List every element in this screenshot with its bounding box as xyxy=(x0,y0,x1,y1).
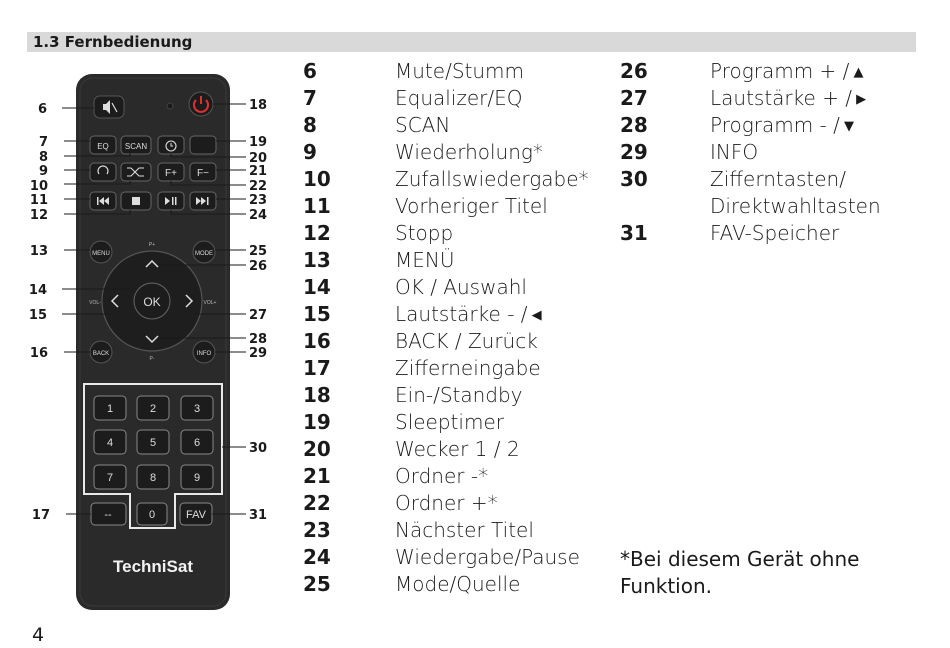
legend-row xyxy=(303,220,589,247)
callout-13: 13 xyxy=(29,244,48,259)
callout-10: 10 xyxy=(29,179,48,194)
legend-row xyxy=(303,571,589,598)
legend-label: Equalizer/EQ xyxy=(395,86,523,110)
menu-label: MENU xyxy=(92,251,110,257)
legend-number: 19 xyxy=(303,410,331,434)
callout-21: 21 xyxy=(249,164,268,179)
legend-number: 7 xyxy=(303,86,317,110)
legend-row xyxy=(303,85,589,112)
callout-23: 23 xyxy=(249,193,268,208)
legend-row xyxy=(303,193,589,220)
legend-row xyxy=(620,139,881,166)
digit-5-label: 5 xyxy=(149,437,157,449)
volume-plus-label: VOL+ xyxy=(203,300,217,306)
legend-number: 16 xyxy=(303,329,331,353)
folder-minus-label: F− xyxy=(197,168,209,179)
legend-number: 14 xyxy=(303,275,331,299)
volume-minus-label: VOL- xyxy=(89,300,101,306)
legend-label: Wiedergabe/Pause xyxy=(395,545,580,569)
mode-label: MODE xyxy=(195,251,213,257)
legend-row xyxy=(303,544,589,571)
legend-row xyxy=(303,166,589,193)
legend-number: 6 xyxy=(303,59,317,83)
legend-label: Ordner -* xyxy=(395,464,489,488)
callout-28: 28 xyxy=(249,332,268,347)
legend-label: INFO xyxy=(710,140,759,164)
arrow-icon: ▶ xyxy=(852,92,867,107)
callout-7: 7 xyxy=(38,135,48,150)
legend-label: SCAN xyxy=(395,113,451,137)
callout-26: 26 xyxy=(249,259,268,274)
fav-label: FAV xyxy=(186,509,206,521)
legend-number: 8 xyxy=(303,113,317,137)
legend-number: 17 xyxy=(303,356,331,380)
legend-row xyxy=(303,301,589,328)
callout-18: 18 xyxy=(249,98,268,113)
callout-24: 24 xyxy=(249,208,268,223)
legend-row xyxy=(620,193,881,220)
callout-17: 17 xyxy=(31,508,50,523)
legend-label: Programm + / xyxy=(710,59,850,83)
legend-number: 30 xyxy=(620,167,648,191)
legend-number: 31 xyxy=(620,221,648,245)
legend-number: 26 xyxy=(620,59,648,83)
section-title: 1.3 Fernbedienung xyxy=(33,33,193,51)
legend-row xyxy=(620,166,881,193)
digit-8-label: 8 xyxy=(149,472,157,484)
callout-9: 9 xyxy=(38,164,48,179)
legend-column-2 xyxy=(620,58,881,247)
legend-label: Zufallswiedergabe* xyxy=(395,167,589,191)
legend-label: Mute/Stumm xyxy=(395,59,524,83)
digit-0-label: 0 xyxy=(148,509,156,521)
callout-6: 6 xyxy=(37,102,47,117)
legend-label: Mode/Quelle xyxy=(395,572,521,596)
play-pause-button[interactable] xyxy=(158,192,184,210)
program-plus-label: P+ xyxy=(148,242,156,248)
legend-number: 29 xyxy=(620,140,648,164)
legend-row xyxy=(303,463,589,490)
arrow-icon: ▼ xyxy=(839,119,854,134)
legend-label: BACK / Zurück xyxy=(395,329,538,353)
callout-12: 12 xyxy=(29,208,48,223)
callout-30: 30 xyxy=(249,441,268,456)
legend-label: Nächster Titel xyxy=(395,518,534,542)
callout-16: 16 xyxy=(29,346,48,361)
eq-label: EQ xyxy=(97,142,109,151)
legend-row xyxy=(620,220,881,247)
legend-label: Wiederholung* xyxy=(395,140,543,164)
legend-number: 11 xyxy=(303,194,331,218)
legend-row xyxy=(303,247,589,274)
digit-7-label: 7 xyxy=(106,472,114,484)
legend-label: Vorheriger Titel xyxy=(395,194,548,218)
callout-14: 14 xyxy=(28,283,47,298)
callout-29: 29 xyxy=(249,346,268,361)
legend-label: Sleeptimer xyxy=(395,410,504,434)
legend-label: Lautstärke - / xyxy=(395,302,528,326)
callout-8: 8 xyxy=(38,150,48,165)
digit-1-label: 1 xyxy=(106,403,114,415)
legend-label: MENÜ xyxy=(395,248,455,272)
program-minus-label: P- xyxy=(149,356,155,362)
legend-row xyxy=(620,112,881,139)
legend-label: FAV-Speicher xyxy=(710,221,840,245)
callout-31: 31 xyxy=(249,508,268,523)
legend-number: 13 xyxy=(303,248,331,272)
legend-row xyxy=(303,355,589,382)
legend-number: 24 xyxy=(303,545,331,569)
legend-number: 27 xyxy=(620,86,648,110)
legend-label: Ordner +* xyxy=(395,491,498,515)
legend-number: 25 xyxy=(303,572,331,596)
digit-2-label: 2 xyxy=(149,403,157,415)
footnote: *Bei diesem Gerät ohne Funktion. xyxy=(620,547,860,598)
legend-row xyxy=(303,328,589,355)
callout-15: 15 xyxy=(28,308,47,323)
scan-label: SCAN xyxy=(124,142,148,151)
legend-number: 23 xyxy=(303,518,331,542)
legend-label: Programm - / xyxy=(710,113,840,137)
legend-number: 21 xyxy=(303,464,331,488)
digit-4-label: 4 xyxy=(106,437,114,449)
dash-label: -- xyxy=(104,509,112,521)
legend-row xyxy=(303,139,589,166)
legend-row xyxy=(303,382,589,409)
legend-number: 15 xyxy=(303,302,331,326)
folder-plus-label: F+ xyxy=(165,168,177,179)
legend-number: 22 xyxy=(303,491,331,515)
callout-25: 25 xyxy=(249,244,268,259)
digit-9-label: 9 xyxy=(193,472,201,484)
page-number: 4 xyxy=(32,624,45,646)
legend-label: Lautstärke + / xyxy=(710,86,853,110)
brand-logo: TechniSat xyxy=(113,557,193,576)
arrow-icon: ◀ xyxy=(527,308,542,323)
legend-number: 12 xyxy=(303,221,331,245)
legend-number: 10 xyxy=(303,167,331,191)
legend-label: Direktwahltasten xyxy=(710,194,881,218)
legend-column-1 xyxy=(303,58,589,598)
legend-number: 20 xyxy=(303,437,331,461)
legend-row xyxy=(303,274,589,301)
legend-number: 9 xyxy=(303,140,317,164)
legend-row xyxy=(303,436,589,463)
callout-27: 27 xyxy=(249,308,268,323)
shuffle-button[interactable] xyxy=(121,163,151,181)
legend-label: OK / Auswahl xyxy=(395,275,527,299)
legend-number: 28 xyxy=(620,113,648,137)
legend-label: Stopp xyxy=(395,221,454,245)
legend-label: Wecker 1 / 2 xyxy=(395,437,520,461)
legend-label: Ein-/Standby xyxy=(395,383,523,407)
stop-icon xyxy=(132,197,140,205)
legend-row xyxy=(303,58,589,85)
numeric-keypad xyxy=(94,396,213,489)
legend-row xyxy=(620,85,881,112)
callout-22: 22 xyxy=(249,179,268,194)
info-label: INFO xyxy=(196,351,212,357)
digit-3-label: 3 xyxy=(193,403,201,415)
legend-row xyxy=(303,112,589,139)
legend-row xyxy=(303,409,589,436)
callout-11: 11 xyxy=(29,193,48,208)
ok-label: OK xyxy=(143,295,161,309)
sleep-button[interactable] xyxy=(190,136,216,154)
back-label: BACK xyxy=(92,351,110,357)
legend-row xyxy=(620,58,881,85)
callout-19: 19 xyxy=(249,135,268,150)
legend-row xyxy=(303,517,589,544)
legend-row xyxy=(303,490,589,517)
legend-label: Zifferntasten/ xyxy=(710,167,846,191)
callout-20: 20 xyxy=(249,151,268,166)
arrow-icon: ▲ xyxy=(849,65,864,80)
legend-number: 18 xyxy=(303,383,331,407)
ir-sensor xyxy=(167,103,173,109)
legend-label: Zifferneingabe xyxy=(395,356,541,380)
digit-6-label: 6 xyxy=(193,437,201,449)
